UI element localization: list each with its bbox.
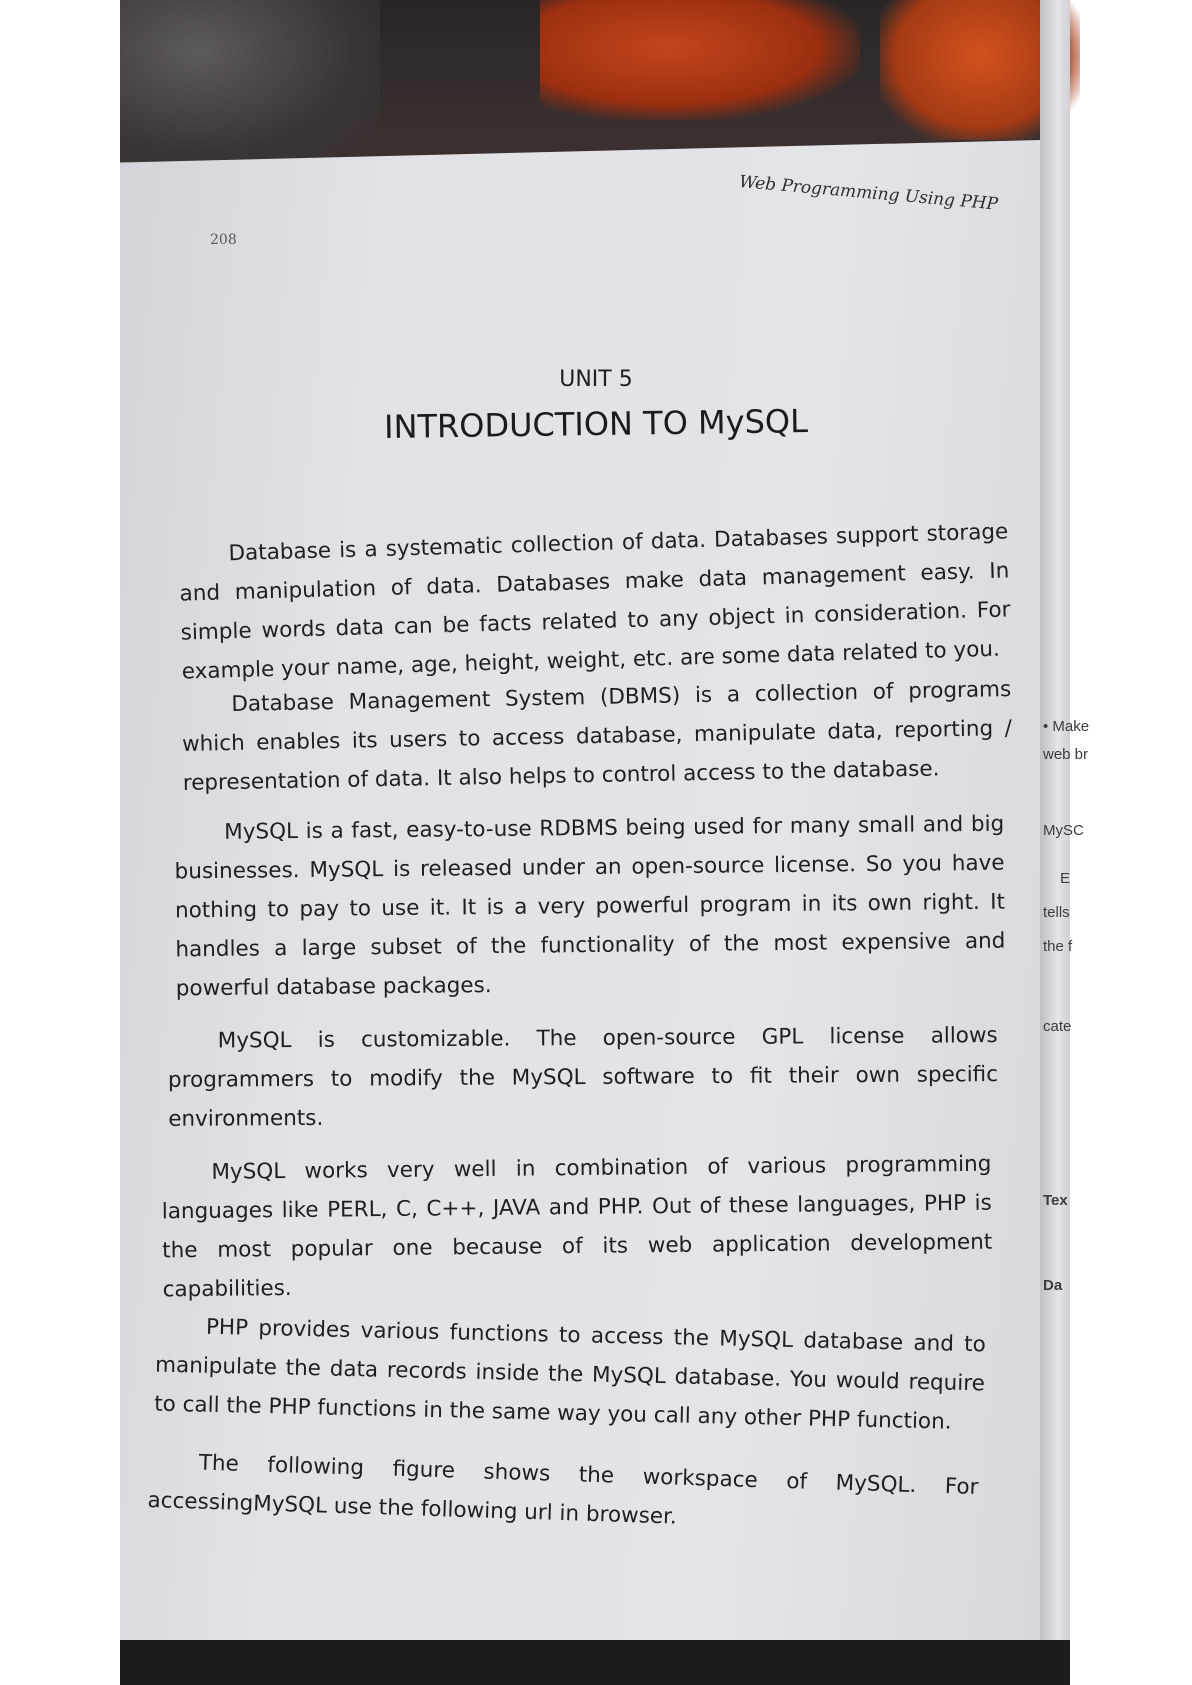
page-number: 208	[210, 232, 237, 248]
paragraph-mysql-customizable: MySQL is customizable. The open-source GPL license allows programmers to modify the MySQL software to fit their own specific environments.	[167, 1023, 999, 1132]
unit-label: UNIT 5	[559, 367, 633, 392]
cloth-grey	[120, 0, 380, 170]
adjacent-page	[1040, 0, 1090, 1685]
paragraph-php-functions: PHP provides various functions to access the MySQL database and to manipulate the data records inside the MySQL database. You would require to call the PHP functions in the same way you call any other PHP function.	[153, 1314, 987, 1435]
cloth-orange	[540, 0, 860, 120]
paragraph-dbms: Database Management System (DBMS) is a collection of programs which enables its users to access database, manipulate data, reporting / representation of data. It also helps to control access to the database.	[181, 677, 1013, 796]
side-page-fragment: MySC	[1043, 822, 1084, 839]
paragraph-mysql-languages: MySQL works very well in combination of various programming languages like PERL, C, C++, JAVA and PHP. Out of these languages, PHP is the most popular one because of its web application development capabilities.	[161, 1151, 993, 1303]
side-page-fragment: tells	[1043, 904, 1070, 921]
side-page-fragment: E	[1059, 870, 1070, 887]
side-page-fragment: the f	[1043, 938, 1073, 955]
chapter-title: INTRODUCTION TO MySQL	[383, 402, 809, 446]
running-head: Web Programming Using PHP	[738, 172, 999, 215]
photo-bottom-edge	[120, 1640, 1070, 1685]
side-page-fragment: cate	[1043, 1018, 1072, 1035]
side-page-fragment: Da	[1043, 1277, 1063, 1294]
side-page-fragment: web br	[1043, 746, 1089, 763]
side-page-fragment: • Make	[1043, 718, 1090, 735]
paragraph-database: Database is a systematic collection of data. Databases support storage and manipulation of data. Databases make data management easy. In simple words data can be facts related to any object in consideration. For example your name, age, height, weight, etc. are some data related to you.	[179, 519, 1011, 685]
paragraph-workspace: The following figure shows the workspace of MySQL. For accessingMySQL use the following url in browser.	[147, 1450, 979, 1530]
paragraph-mysql-rdbms: MySQL is a fast, easy-to-use RDBMS being used for many small and big businesses. MySQL is released under an open-source license. So you have nothing to pay to use it. It is a very powerful program in its own right. It handles a large subset of the functionality of the most expensive and powerful database packages.	[174, 811, 1006, 1002]
side-page-fragment: Tex	[1043, 1192, 1068, 1209]
